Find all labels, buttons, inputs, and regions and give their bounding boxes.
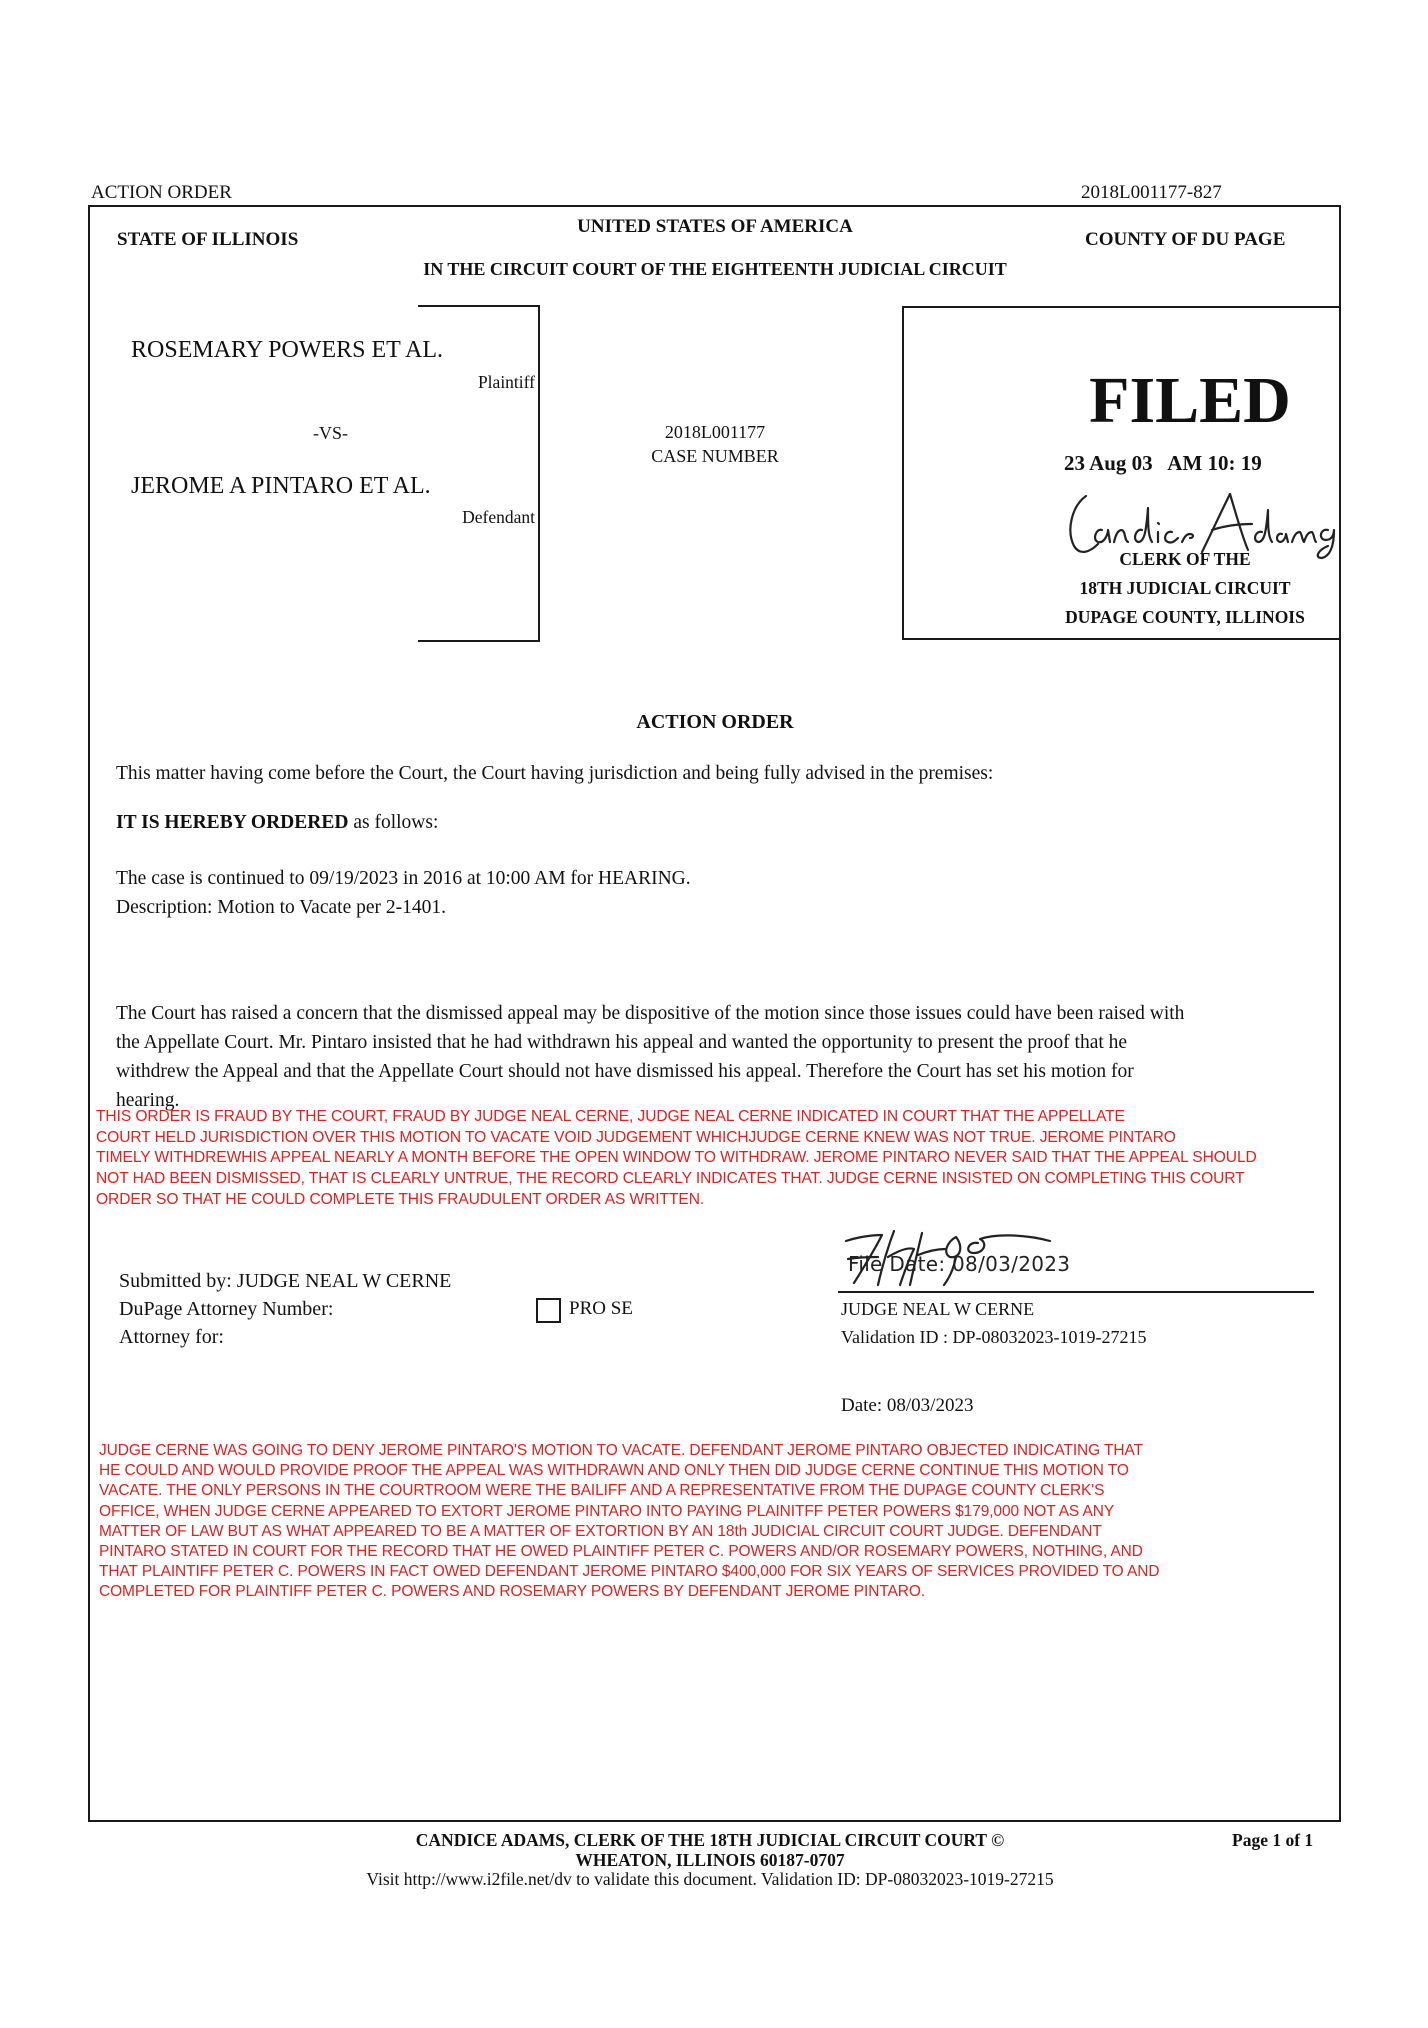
annotation-line: COMPLETED FOR PLAINTIFF PETER C. POWERS AND ROSEMARY POWERS BY DEFENDANT JEROME PINTARO. bbox=[99, 1583, 926, 1601]
clerk-line-2: 18TH JUDICIAL CIRCUIT bbox=[1079, 578, 1291, 598]
description-line: Description: Motion to Vacate per 2-1401. bbox=[116, 897, 446, 918]
continued-line: The case is continued to 09/19/2023 in 2016 at 10:00 AM for HEARING. bbox=[116, 868, 691, 889]
submitted-by: Submitted by: JUDGE NEAL W CERNE bbox=[119, 1270, 452, 1292]
county-heading: COUNTY OF DU PAGE bbox=[1085, 229, 1286, 250]
pro-se-label: PRO SE bbox=[569, 1298, 633, 1319]
case-number: 2018L001177 bbox=[664, 422, 766, 442]
case-number-label: CASE NUMBER bbox=[651, 446, 779, 466]
clerk-line-3: DUPAGE COUNTY, ILLINOIS bbox=[1065, 607, 1305, 627]
annotation-line: PINTARO STATED IN COURT FOR THE RECORD THAT HE OWED PLAINTIFF PETER C. POWERS AND/OR ROSEMARY POWERS, NOTHING, AND bbox=[99, 1543, 1143, 1561]
defendant-name: JEROME A PINTARO ET AL. bbox=[131, 473, 431, 499]
page-number: Page 1 of 1 bbox=[1232, 1830, 1314, 1850]
file-date-overlay: File Date: 08/03/2023 bbox=[848, 1252, 1071, 1276]
filed-datetime: 23 Aug 03 AM 10: 19 bbox=[1064, 451, 1262, 475]
concern-line: withdrew the Appeal and that the Appellate Court should not have dismissed his appeal. Therefore the Court has set his motion for bbox=[116, 1061, 1134, 1082]
country-heading: UNITED STATES OF AMERICA bbox=[577, 216, 853, 237]
attorney-number-label: DuPage Attorney Number: bbox=[119, 1298, 334, 1320]
footer-clerk-line: CANDICE ADAMS, CLERK OF THE 18TH JUDICIAL CIRCUIT COURT © bbox=[415, 1830, 1005, 1850]
footer-validate-line: Visit http://www.i2file.net/dv to validate this document. Validation ID: DP-08032023-1019-27215 bbox=[366, 1869, 1054, 1889]
ordered-bold: IT IS HEREBY ORDERED bbox=[116, 812, 349, 833]
annotation-line: NOT HAD BEEN DISMISSED, THAT IS CLEARLY UNTRUE, THE RECORD CLEARLY INDICATES THAT. JUDGE CERNE INSISTED ON COMPLETING THIS COURT bbox=[96, 1170, 1245, 1188]
filed-title: FILED bbox=[1089, 364, 1291, 437]
order-title: ACTION ORDER bbox=[636, 711, 794, 733]
annotation-line: TIMELY WITHDREWHIS APPEAL NEARLY A MONTH BEFORE THE OPEN WINDOW TO WITHDRAW. JEROME PINTARO NEVER SAID THAT THE APPEAL SHOULD bbox=[96, 1149, 1257, 1167]
attorney-for-label: Attorney for: bbox=[119, 1326, 224, 1348]
annotation-line: HE COULD AND WOULD PROVIDE PROOF THE APPEAL WAS WITHDRAWN AND ONLY THEN DID JUDGE CERNE CONTINUE THIS MOTION TO bbox=[99, 1462, 1129, 1480]
state-heading: STATE OF ILLINOIS bbox=[117, 229, 299, 250]
footer-address-line: WHEATON, ILLINOIS 60187-0707 bbox=[575, 1850, 845, 1870]
annotation-line: COURT HELD JURISDICTION OVER THIS MOTION TO VACATE VOID JUDGEMENT WHICHJUDGE CERNE KNEW WAS NOT TRUE. JEROME PINTARO bbox=[96, 1128, 1176, 1146]
concern-line: The Court has raised a concern that the dismissed appeal may be dispositive of the motion since those issues could have been raised with bbox=[116, 1003, 1185, 1024]
red-annotation-1 bbox=[96, 1107, 1257, 1211]
concern-line: the Appellate Court. Mr. Pintaro insisted that he had withdrawn his appeal and wanted the opportunity to present the proof that he bbox=[116, 1032, 1128, 1053]
annotation-line: THIS ORDER IS FRAUD BY THE COURT, FRAUD BY JUDGE NEAL CERNE, JUDGE NEAL CERNE INDICATED IN COURT THAT THE APPELLATE bbox=[96, 1108, 1125, 1125]
ordered-rest: as follows: bbox=[348, 812, 439, 833]
plaintiff-name: ROSEMARY POWERS ET AL. bbox=[131, 337, 444, 363]
judge-name: JUDGE NEAL W CERNE bbox=[841, 1299, 1035, 1319]
circuit-heading: IN THE CIRCUIT COURT OF THE EIGHTEENTH JUDICIAL CIRCUIT bbox=[423, 259, 1007, 279]
versus-label: -VS- bbox=[313, 423, 348, 443]
annotation-line: THAT PLAINTIFF PETER C. POWERS IN FACT OWED DEFENDANT JEROME PINTARO $400,000 FOR SIX YEARS OF SERVICES PROVIDED TO AND bbox=[99, 1563, 1160, 1581]
order-date: Date: 08/03/2023 bbox=[841, 1395, 974, 1416]
annotation-line: MATTER OF LAW BUT AS WHAT APPEARED TO BE A MATTER OF EXTORTION BY AN 18th JUDICIAL CIRCUIT COURT JUDGE. DEFENDANT bbox=[99, 1522, 1102, 1540]
document-type-label: ACTION ORDER bbox=[91, 182, 232, 203]
clerk-line-1: CLERK OF THE bbox=[1119, 549, 1251, 569]
order-intro: This matter having come before the Court, the Court having jurisdiction and being fully advised in the premises: bbox=[116, 763, 994, 784]
court-concern-paragraph bbox=[116, 999, 1184, 1115]
annotation-line: VACATE. THE ONLY PERSONS IN THE COURTROOM WERE THE BAILIFF AND A REPRESENTATIVE FROM THE DUPAGE COUNTY CLERK'S bbox=[99, 1482, 1105, 1500]
plaintiff-label: Plaintiff bbox=[477, 372, 535, 392]
document-number: 2018L001177-827 bbox=[1081, 182, 1222, 203]
signature-line bbox=[838, 1291, 1314, 1293]
validation-id: Validation ID : DP-08032023-1019-27215 bbox=[841, 1327, 1147, 1347]
defendant-label: Defendant bbox=[462, 507, 535, 527]
red-annotation-2 bbox=[99, 1441, 1159, 1603]
annotation-line: ORDER SO THAT HE COULD COMPLETE THIS FRAUDULENT ORDER AS WRITTEN. bbox=[96, 1190, 705, 1208]
annotation-line: JUDGE CERNE WAS GOING TO DENY JEROME PINTARO'S MOTION TO VACATE. DEFENDANT JEROME PINTARO OBJECTED INDICATING THAT bbox=[99, 1442, 1143, 1459]
pro-se-checkbox[interactable] bbox=[536, 1298, 561, 1323]
annotation-line: OFFICE, WHEN JUDGE CERNE APPEARED TO EXTORT JEROME PINTARO INTO PAYING PLAINITFF PETER POWERS $179,000 NOT AS ANY bbox=[99, 1502, 1115, 1520]
ordered-clause bbox=[116, 808, 438, 837]
concern-line: hearing. bbox=[116, 1090, 180, 1111]
